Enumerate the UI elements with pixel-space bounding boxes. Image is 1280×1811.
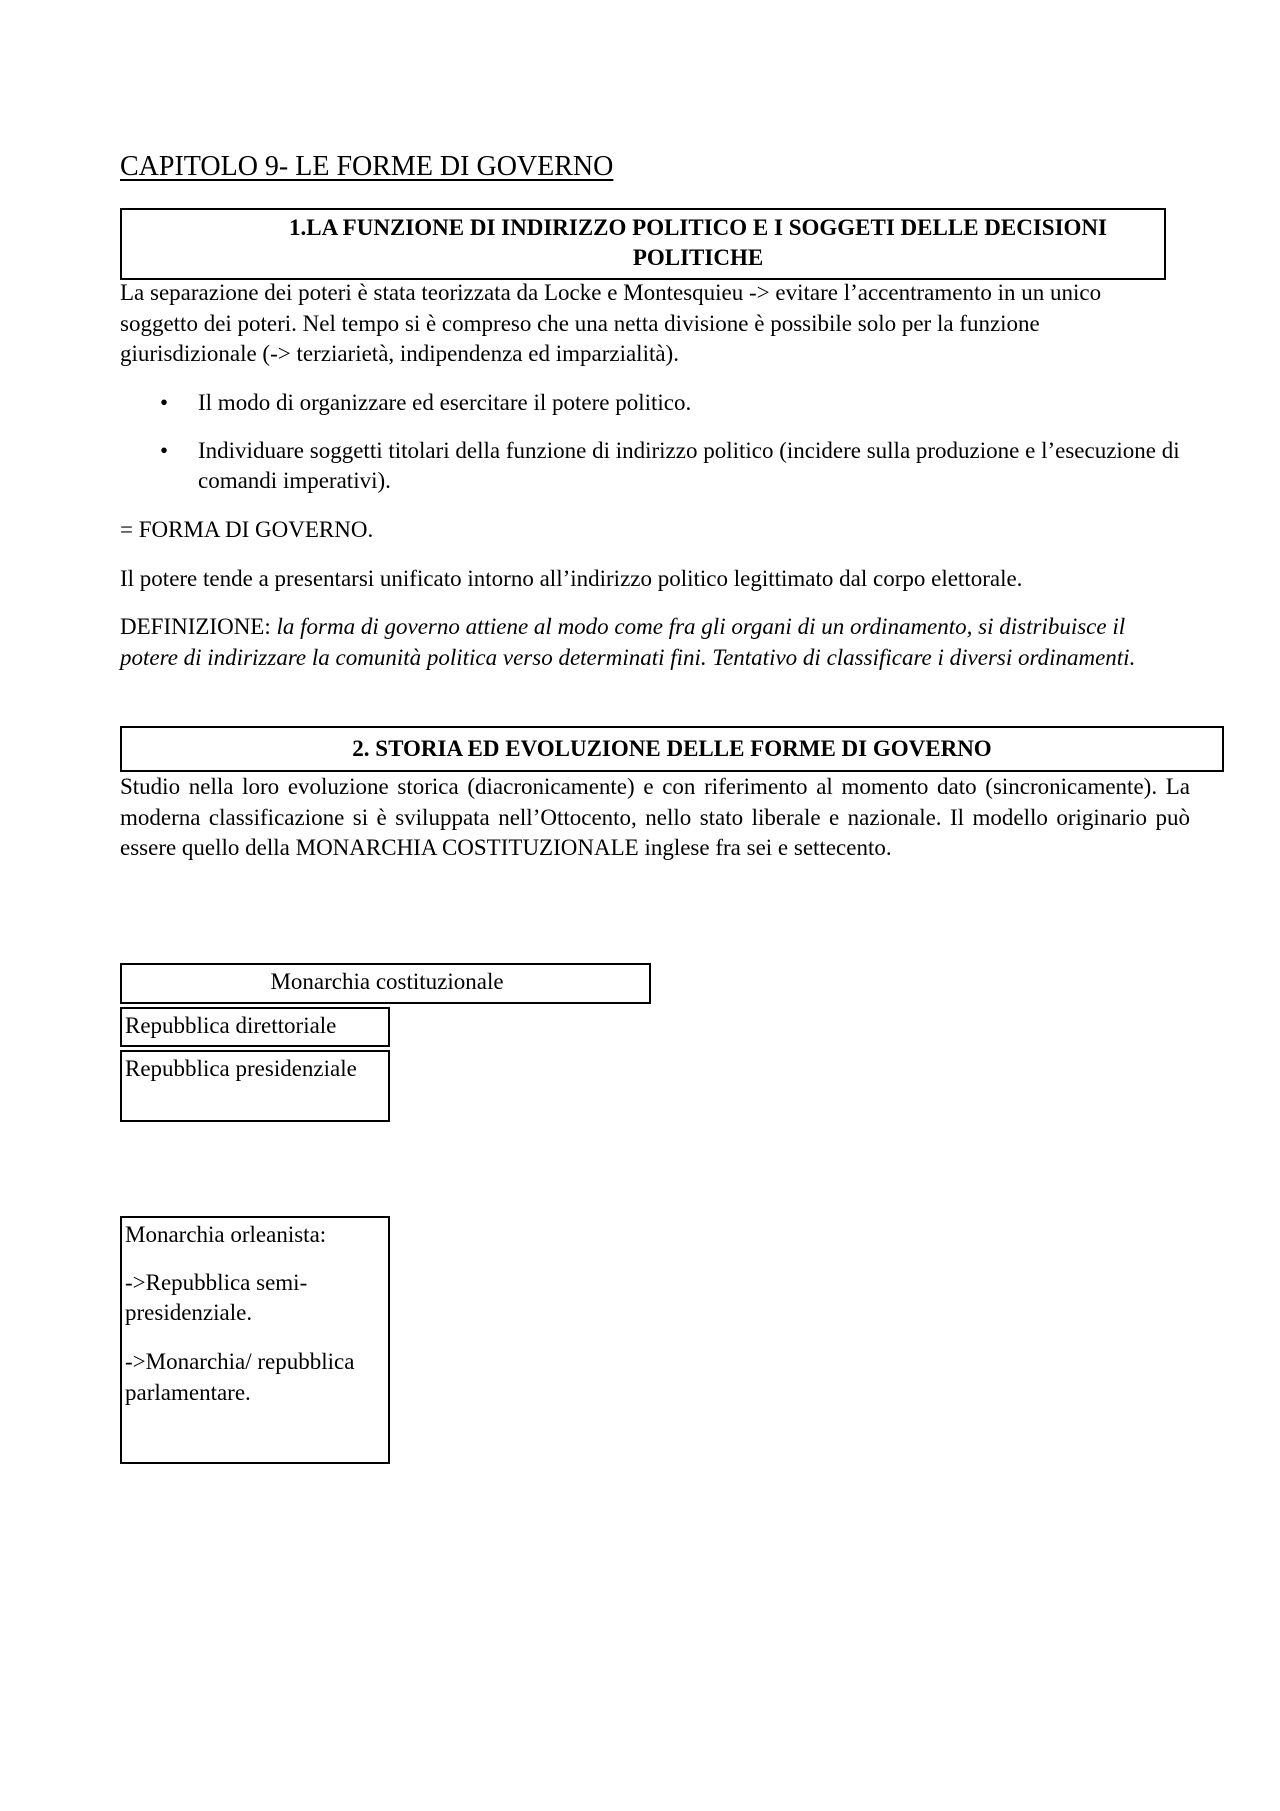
bullet-text: Il modo di organizzare ed esercitare il potere politico. <box>198 390 692 415</box>
section-1-paragraph: La separazione dei poteri è stata teorizzata da Locke e Montesquieu -> evitare l’accentramento in un unico soggetto dei poteri. Nel tempo si è compreso che una netta divisione è possibile solo per la funzione giurisdizionale (-> terziarietà, indipendenza ed imparzialità). <box>120 280 1102 366</box>
repubblica-presidenziale-box: Repubblica presidenziale <box>120 1050 390 1122</box>
list-item <box>120 388 1180 419</box>
monarchia-orleanista-box <box>120 1216 390 1464</box>
bullet-icon: • <box>160 437 169 463</box>
definition-label: DEFINIZIONE: <box>120 614 271 639</box>
monarchia-costituzionale-box: Monarchia costituzionale <box>120 963 651 1004</box>
orleanista-title: Monarchia orleanista: <box>125 1222 327 1247</box>
bullet-list <box>120 388 1180 514</box>
definition-paragraph <box>120 612 1180 673</box>
bullet-text: Individuare soggetti titolari della funzione di indirizzo politico (incidere sulla produzione e l’esecuzione di comandi imperativi). <box>198 437 1180 493</box>
chapter-title: CAPITOLO 9- LE FORME DI GOVERNO <box>120 151 614 182</box>
potere-paragraph: Il potere tende a presentarsi unificato intorno all’indirizzo politico legittimato dal corpo elettorale. <box>120 566 1023 591</box>
repubblica-direttoriale-box: Repubblica direttoriale <box>120 1007 390 1047</box>
definition-text: la forma di governo attiene al modo come fra gli organi di un ordinamento, si distribuisce il potere di indirizzare la comunità politica verso determinati fini. Tentativo di classificare i diversi ordinamenti. <box>120 614 1136 670</box>
list-item <box>120 436 1180 497</box>
section-2-heading: 2. STORIA ED EVOLUZIONE DELLE FORME DI GOVERNO <box>120 726 1224 772</box>
orleanista-item-semipresidenziale: ->Repubblica semi-presidenziale. <box>125 1270 308 1325</box>
bullet-icon: • <box>160 390 169 415</box>
section-1-heading: 1.LA FUNZIONE DI INDIRIZZO POLITICO E I SOGGETI DELLE DECISIONI POLITICHE <box>120 208 1166 280</box>
orleanista-item-parlamentare: ->Monarchia/ repubblica parlamentare. <box>125 1349 355 1405</box>
section-2-paragraph: Studio nella loro evoluzione storica (diacronicamente) e con riferimento al momento dato (sincronicamente). La moderna classificazione si è sviluppata nell’Ottocento, nello stato liberale e nazionale. Il modello originario può essere quello della MONARCHIA COSTITUZIONALE inglese fra sei e settecento. <box>120 774 1190 860</box>
forma-di-governo-line: = FORMA DI GOVERNO. <box>120 517 374 542</box>
